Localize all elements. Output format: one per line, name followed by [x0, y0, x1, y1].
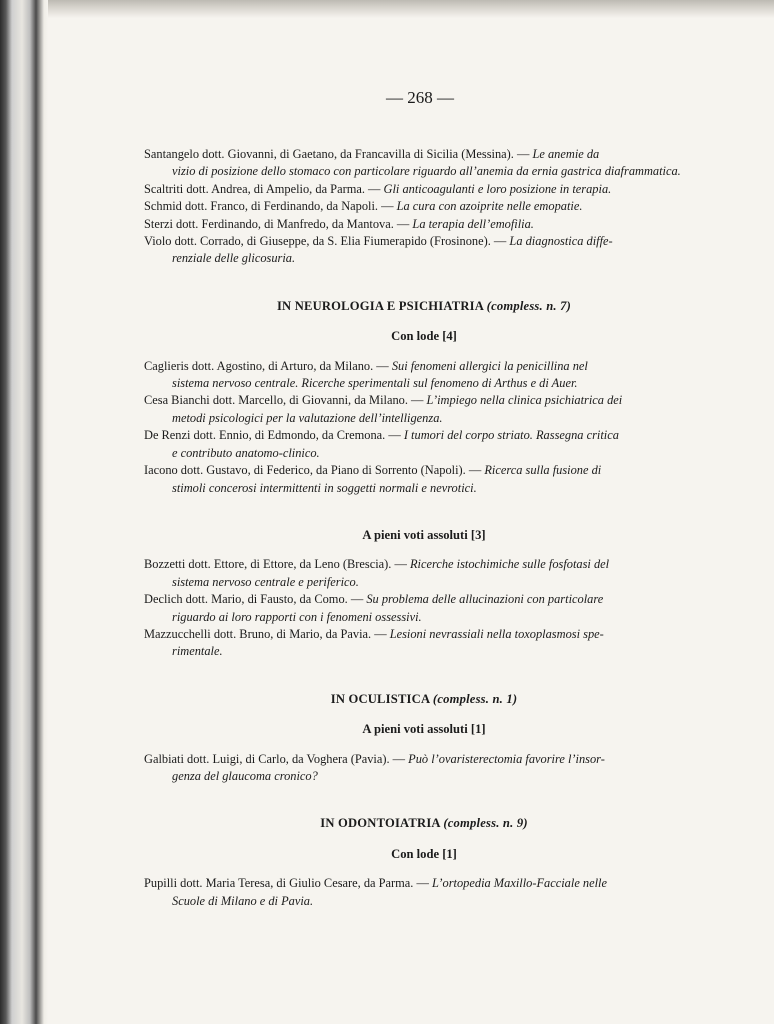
section-heading-oculistica: [146, 691, 702, 708]
entry-title: La diagnostica diffe-: [509, 234, 613, 249]
subheading-con-lode: Con lode [1]: [391, 846, 457, 861]
entry-title-cont: renziale delle glicosuria.: [172, 251, 296, 266]
entry-list-top: [146, 146, 702, 268]
entry-title: Ricerche istochimiche sulle fosfotasi del: [409, 557, 610, 572]
entry-title-cont: riguardo ai loro rapporti con i fenomeni ossessivi.: [172, 609, 422, 624]
entry-author: Bozzetti dott. Ettore, di Ettore, da Leno (Brescia). —: [144, 557, 410, 572]
section-heading-odontoiatria: [146, 815, 702, 832]
subheading-pieni-voti: A pieni voti assoluti [1]: [362, 722, 486, 737]
entry: [146, 462, 702, 497]
entry: [146, 392, 702, 427]
entry-title: L’ortopedia Maxillo-Facciale nelle: [431, 876, 607, 891]
entry-title-cont: Scuole di Milano e di Pavia.: [172, 893, 314, 908]
entry-title: Può l’ovaristerectomia favorire l’insor-: [408, 751, 605, 766]
entry: [146, 751, 702, 786]
entry-title-cont: rimentale.: [172, 644, 223, 659]
page-number: — 268 —: [386, 88, 454, 107]
book-binding-shadow: [0, 0, 48, 1024]
entry-author: Santangelo dott. Giovanni, di Gaetano, da Francavilla di Sicilia (Messina). —: [144, 147, 533, 161]
entry-list-odonto: [146, 875, 702, 910]
entry-title: La cura con azoiprite nelle emopatie.: [396, 199, 583, 214]
entry-title: La terapia dell’emofilia.: [412, 216, 534, 231]
entry: [146, 626, 702, 661]
subheading-pieni-voti: A pieni voti assoluti [3]: [362, 527, 486, 542]
section-heading-neurologia: [146, 298, 702, 315]
subheading-con-lode: Con lode [4]: [391, 329, 457, 344]
entry: [146, 427, 702, 462]
entry-title-cont: stimoli concerosi intermittenti in soggetti normali e nevrotici.: [172, 480, 477, 495]
entry-author: Caglieris dott. Agostino, di Arturo, da Milano. —: [144, 358, 392, 373]
section-heading-count: (compless. n. 1): [432, 691, 518, 706]
section-heading-main: IN OCULISTICA: [330, 691, 430, 706]
entry-author: Violo dott. Corrado, di Giuseppe, da S. Elia Fiumerapido (Frosinone). —: [144, 234, 510, 249]
entry-title: Le anemie da: [532, 147, 600, 161]
entry: [146, 233, 702, 268]
entry: [146, 181, 702, 198]
entry-author: Galbiati dott. Luigi, di Carlo, da Voghera (Pavia). —: [144, 751, 409, 766]
entry-title-cont: genza del glaucoma cronico?: [172, 768, 318, 783]
entry-author: Sterzi dott. Ferdinando, di Manfredo, da Mantova. —: [144, 216, 413, 231]
entry-author: Schmid dott. Franco, di Ferdinando, da Napoli. —: [144, 199, 397, 214]
entry: [146, 556, 702, 591]
entry-title: Ricerca sulla fusione di: [484, 463, 602, 478]
section-heading-count: (compless. n. 9): [443, 816, 528, 831]
entry-list-neuro-2: [146, 556, 702, 660]
entry: [146, 875, 702, 910]
entry-title: Su problema delle allucinazioni con particolare: [366, 592, 604, 607]
section-heading-count: (compless. n. 7): [486, 298, 572, 313]
entry-author: Declich dott. Mario, di Fausto, da Como. —: [144, 592, 367, 607]
entry-title-cont: metodi psicologici per la valutazione dell’intelligenza.: [172, 410, 443, 425]
entry-author: Cesa Bianchi dott. Marcello, di Giovanni, da Milano. —: [144, 393, 427, 408]
entry-title-cont: sistema nervoso centrale. Ricerche sperimentali sul fenomeno di Arthus e di Auer.: [172, 376, 578, 391]
entry: [146, 358, 702, 393]
entry: [146, 198, 702, 215]
entry-title-cont: e contributo anatomo-clinico.: [172, 445, 320, 460]
entry: [146, 216, 702, 233]
page-top-shadow: [48, 0, 774, 18]
entry-title: Lesioni nevrassiali nella toxoplasmosi spe-: [389, 626, 604, 641]
entry-title-cont: sistema nervoso centrale e periferico.: [172, 574, 359, 589]
entry-author: Scaltriti dott. Andrea, di Ampelio, da Parma. —: [144, 181, 384, 196]
entry: [146, 591, 702, 626]
entry-title: L’impiego nella clinica psichiatrica dei: [426, 393, 623, 408]
entry-list-neuro-1: [146, 358, 702, 497]
section-heading-main: IN NEUROLOGIA E PSICHIATRIA: [276, 298, 484, 313]
page-content: [146, 146, 702, 910]
entry-author: Pupilli dott. Maria Teresa, di Giulio Cesare, da Parma. —: [144, 876, 432, 891]
entry-list-ocul: [146, 751, 702, 786]
entry-author: Iacono dott. Gustavo, di Federico, da Piano di Sorrento (Napoli). —: [144, 463, 485, 478]
entry-title: Gli anticoagulanti e loro posizione in terapia.: [383, 181, 612, 196]
entry-author: De Renzi dott. Ennio, di Edmondo, da Cremona. —: [144, 428, 404, 443]
entry: [146, 146, 702, 181]
entry-title-cont: vizio di posizione dello stomaco con particolare riguardo all’anemia da ernia gastrica diaframmatica.: [172, 164, 681, 179]
entry-title: I tumori del corpo striato. Rassegna critica: [403, 428, 619, 443]
section-heading-main: IN ODONTOIATRIA: [320, 816, 441, 831]
entry-author: Mazzucchelli dott. Bruno, di Mario, da Pavia. —: [144, 626, 390, 641]
entry-title: Sui fenomeni allergici la penicillina nel: [391, 358, 588, 373]
